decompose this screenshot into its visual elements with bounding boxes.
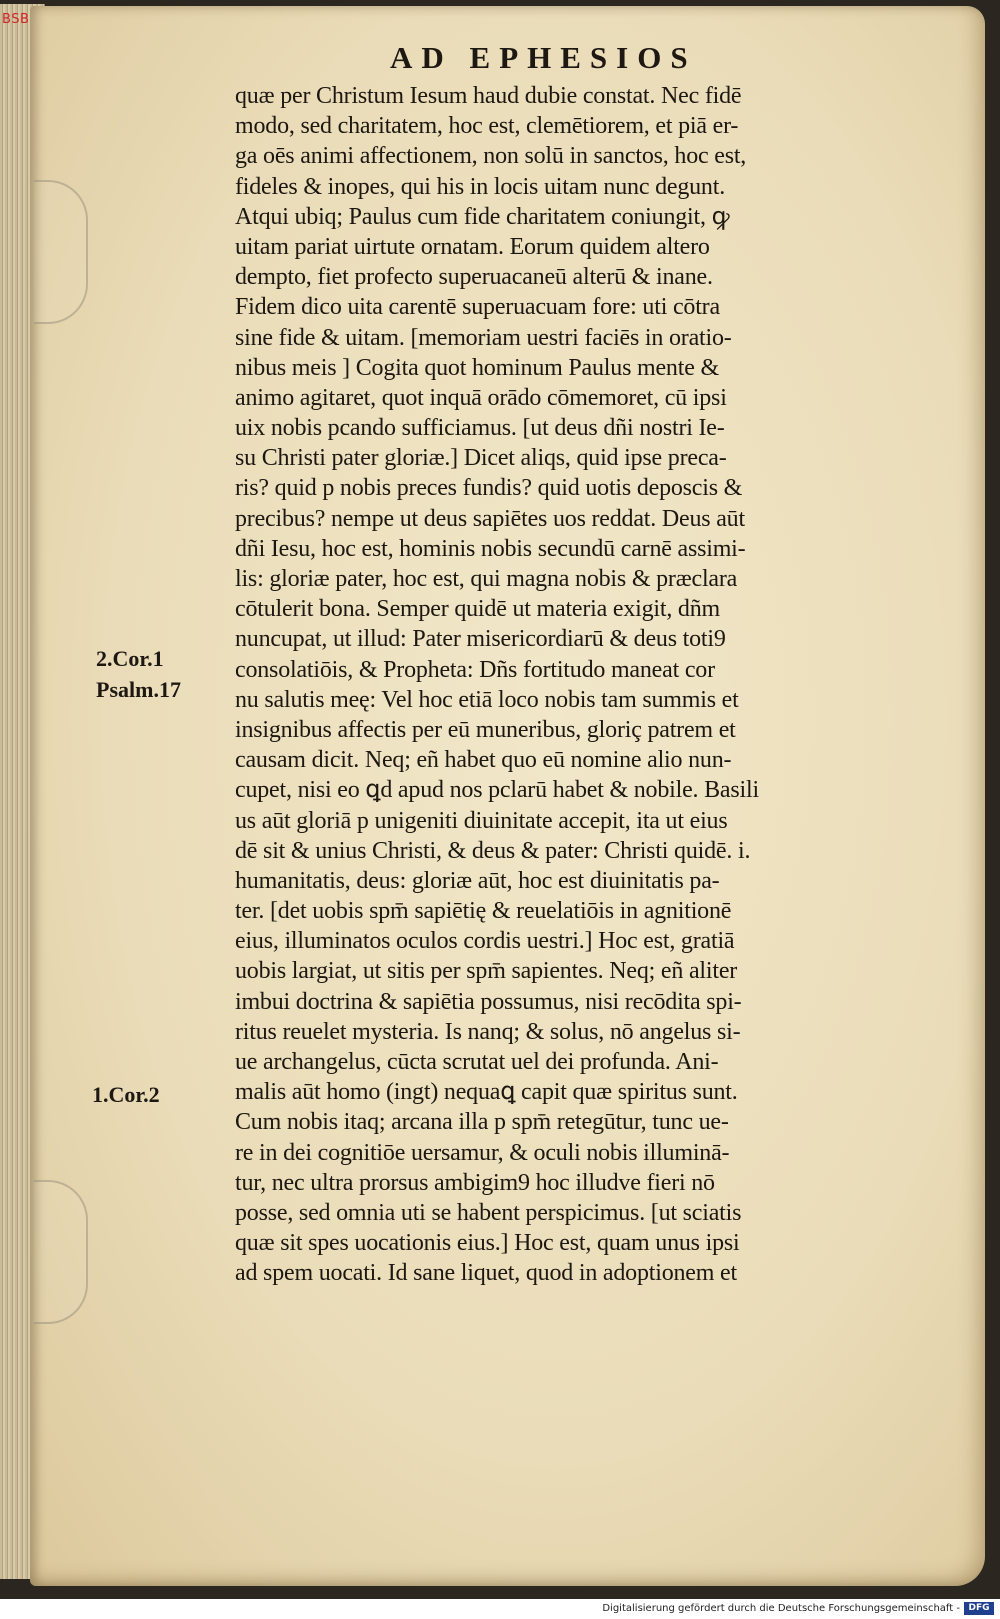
text-line: quæ sit spes uocationis eius.] Hoc est, quam unus ipsi [235, 1230, 740, 1257]
text-line: ritus reuelet mysteria. Is nanq; & solus, nō angelus si- [235, 1018, 741, 1045]
text-line: dempto, fiet profecto superuacaneū alterū & inane. [235, 264, 713, 291]
text-line: su Christi pater gloriæ.] Dicet aliqs, quid ipse preca- [235, 445, 727, 472]
library-stamp: BSB [2, 12, 30, 27]
text-line: nibus meis ] Cogita quot hominum Paulus mente & [235, 354, 719, 381]
text-line: tur, nec ultra prorsus ambigim9 hoc illudve fieri nō [235, 1169, 715, 1196]
margin-note: Psalm.17 [96, 677, 181, 702]
running-head: AD EPHESIOS [390, 40, 697, 75]
text-line: modo, sed charitatem, hoc est, clemētiorem, et piā er- [235, 113, 739, 140]
text-line: uobis largiat, ut sitis per spm̄ sapientes. Neq; eñ aliter [235, 958, 738, 985]
footer-credit: Digitalisierung gefördert durch die Deutsche Forschungsgemeinschaft - [602, 1603, 960, 1614]
text-line: us aūt gloriā p unigeniti diuinitate accepit, ita ut eius [235, 807, 728, 834]
text-line: ue archangelus, cūcta scrutat uel dei profunda. Ani- [235, 1049, 719, 1075]
text-line: re in dei cognitiōe uersamur, & oculi nobis illuminā- [235, 1139, 730, 1166]
text-line: Cum nobis itaq; arcana illa p spm̄ retegūtur, tunc ue- [235, 1109, 729, 1136]
margin-note: 2.Cor.1 [96, 646, 164, 671]
text-line: uitam pariat uirtute ornatam. Eorum quidem altero [235, 233, 710, 260]
text-line: dñi Iesu, hoc est, hominis nobis secundū carnē assimi- [235, 535, 746, 562]
text-line: sine fide & uitam. [memoriam uestri faciēs in oratio- [235, 324, 732, 351]
page-clip-top [34, 180, 88, 324]
text-line: cōtulerit bona. Semper quidē ut materia exigit, dñm [235, 596, 720, 623]
text-line: eius, illuminatos oculos cordis uestri.] Hoc est, gratiā [235, 928, 735, 955]
text-line: ris? quid p nobis preces fundis? quid uotis deposcis & [235, 475, 743, 502]
text-line: animo agitaret, quot inquā orādo cōmemoret, cū ipsi [235, 384, 727, 411]
text-line: ga oēs animi affectionem, non solū in sanctos, hoc est, [235, 143, 747, 170]
margin-note: 1.Cor.2 [92, 1082, 160, 1107]
text-line: Atqui ubiq; Paulus cum fide charitatem coniungit, ꝙ [235, 203, 730, 230]
text-line: Fidem dico uita carentē superuacuam fore: uti cōtra [235, 294, 720, 321]
text-line: insignibus affectis per eū muneribus, gloriç patrem et [235, 716, 736, 743]
text-line: fideles & inopes, qui his in locis uitam nunc degunt. [235, 173, 726, 200]
main-text-block [235, 81, 905, 1289]
page-clip-bottom [34, 1180, 88, 1324]
text-line: precibus? nempe ut deus sapiētes uos reddat. Deus aūt [235, 505, 745, 532]
text-line: imbui doctrina & sapiētia possumus, nisi recōdita spi- [235, 988, 742, 1015]
text-line: nuncupat, ut illud: Pater misericordiarū & deus toti9 [235, 626, 726, 653]
dfg-logo: DFG [964, 1602, 994, 1615]
text-line: lis: gloriæ pater, hoc est, qui magna nobis & præclara [235, 566, 738, 592]
text-line: uix nobis pcando sufficiamus. [ut deus dñi nostri Ie- [235, 415, 725, 442]
text-line: posse, sed omnia uti se habent perspicimus. [ut sciatis [235, 1199, 742, 1226]
text-line: cupet, nisi eo ꝗd apud nos pclarū habet & nobile. Basili [235, 777, 759, 804]
text-line: dē sit & unius Christi, & deus & pater: Christi quidē. i. [235, 837, 751, 864]
text-line: humanitatis, deus: gloriæ aūt, hoc est diuinitatis pa- [235, 867, 720, 894]
text-line: ter. [det uobis spm̄ sapiētię & reuelatiōis in agnitionē [235, 898, 732, 925]
text-line: malis aūt homo (ingt) nequaꝗ capit quæ spiritus sunt. [235, 1079, 738, 1106]
text-line: nu salutis meę: Vel hoc etiā loco nobis tam summis et [235, 686, 739, 713]
text-line: ad spem uocati. Id sane liquet, quod in adoptionem et [235, 1260, 737, 1287]
text-line: consolatiōis, & Propheta: Dñs fortitudo maneat cor [235, 656, 715, 683]
text-line: quæ per Christum Iesum haud dubie constat. Nec fidē [235, 83, 742, 109]
text-line: causam dicit. Neq; eñ habet quo eū nomine alio nun- [235, 747, 732, 774]
